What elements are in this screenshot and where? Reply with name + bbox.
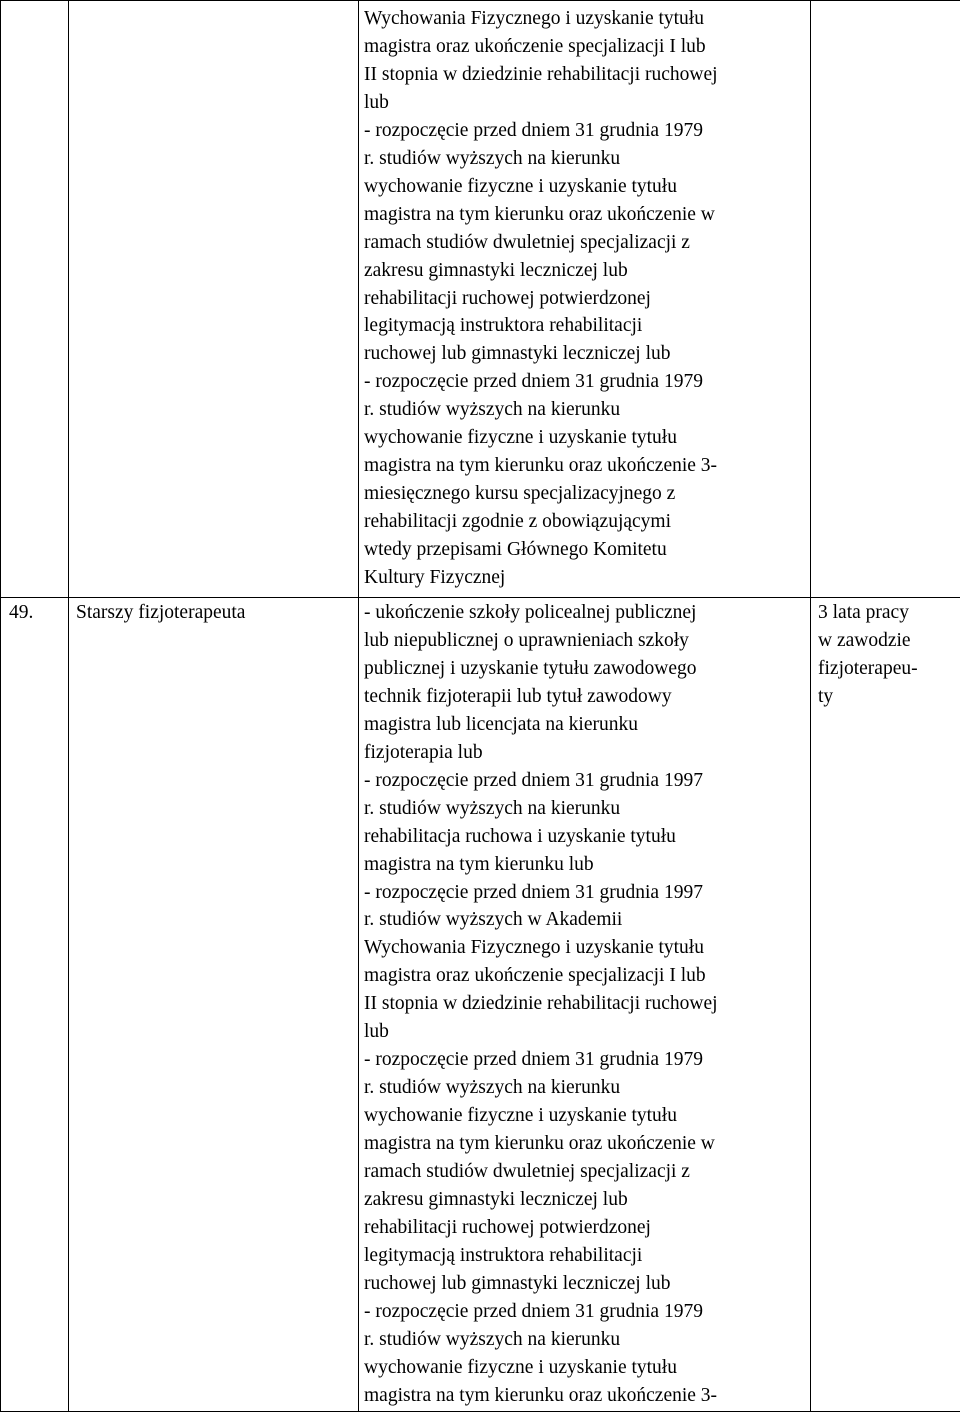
text-line: Wychowania Fizycznego i uzyskanie tytułu — [364, 5, 810, 33]
text-line: legitymacją instruktora rehabilitacji — [364, 1242, 810, 1270]
experience-text — [818, 599, 960, 711]
text-line: - rozpoczęcie przed dniem 31 grudnia 1997 — [364, 879, 810, 907]
text-line: magistra na tym kierunku oraz ukończenie w — [364, 1130, 810, 1158]
text-line: zakresu gimnastyki leczniczej lub — [364, 257, 810, 285]
text-line: wychowanie fizyczne i uzyskanie tytułu — [364, 1102, 810, 1130]
text-line: - rozpoczęcie przed dniem 31 grudnia 1979 — [364, 1298, 810, 1326]
text-line: wychowanie fizyczne i uzyskanie tytułu — [364, 173, 810, 201]
row-number-cell — [1, 1, 69, 598]
text-line: r. studiów wyższych na kierunku — [364, 1074, 810, 1102]
row-number-cell — [1, 598, 69, 1412]
text-line: lub — [364, 89, 810, 117]
text-line: ramach studiów dwuletniej specjalizacji z — [364, 229, 810, 257]
text-line: rehabilitacji zgodnie z obowiązującymi — [364, 508, 810, 536]
text-line: ty — [818, 683, 960, 711]
text-line: wychowanie fizyczne i uzyskanie tytułu — [364, 1354, 810, 1382]
text-line: II stopnia w dziedzinie rehabilitacji ruchowej — [364, 61, 810, 89]
text-line: fizjoterapeu- — [818, 655, 960, 683]
text-line: wtedy przepisami Głównego Komitetu — [364, 536, 810, 564]
text-line: ramach studiów dwuletniej specjalizacji z — [364, 1158, 810, 1186]
text-line: publicznej i uzyskanie tytułu zawodowego — [364, 655, 810, 683]
row-number: 49. — [9, 602, 33, 623]
text-line: magistra na tym kierunku lub — [364, 851, 810, 879]
requirements-cell — [359, 1, 811, 598]
text-line: rehabilitacja ruchowa i uzyskanie tytułu — [364, 823, 810, 851]
text-line: - rozpoczęcie przed dniem 31 grudnia 1979 — [364, 117, 810, 145]
text-line: r. studiów wyższych w Akademii — [364, 906, 810, 934]
text-line: r. studiów wyższych na kierunku — [364, 795, 810, 823]
text-line: lub niepublicznej o uprawnieniach szkoły — [364, 627, 810, 655]
text-line: magistra lub licencjata na kierunku — [364, 711, 810, 739]
position-name: Starszy fizjoterapeuta — [76, 602, 245, 623]
text-line: lub — [364, 1018, 810, 1046]
text-line: r. studiów wyższych na kierunku — [364, 145, 810, 173]
text-line: wychowanie fizyczne i uzyskanie tytułu — [364, 424, 810, 452]
text-line: rehabilitacji ruchowej potwierdzonej — [364, 285, 810, 313]
text-line: w zawodzie — [818, 627, 960, 655]
text-line: - ukończenie szkoły policealnej publicznej — [364, 599, 810, 627]
position-cell — [69, 598, 359, 1412]
experience-cell — [811, 1, 960, 598]
text-line: Wychowania Fizycznego i uzyskanie tytułu — [364, 934, 810, 962]
table-row-49 — [1, 598, 960, 1412]
text-line: rehabilitacji ruchowej potwierdzonej — [364, 1214, 810, 1242]
text-line: magistra oraz ukończenie specjalizacji I lub — [364, 962, 810, 990]
text-line: - rozpoczęcie przed dniem 31 grudnia 1979 — [364, 368, 810, 396]
position-cell — [69, 1, 359, 598]
table-row-continuation — [1, 1, 960, 598]
text-line: magistra na tym kierunku oraz ukończenie w — [364, 201, 810, 229]
requirements-text — [364, 5, 810, 592]
text-line: ruchowej lub gimnastyki leczniczej lub — [364, 1270, 810, 1298]
text-line: Kultury Fizycznej — [364, 564, 810, 592]
text-line: zakresu gimnastyki leczniczej lub — [364, 1186, 810, 1214]
text-line: II stopnia w dziedzinie rehabilitacji ruchowej — [364, 990, 810, 1018]
text-line: - rozpoczęcie przed dniem 31 grudnia 1979 — [364, 1046, 810, 1074]
text-line: technik fizjoterapii lub tytuł zawodowy — [364, 683, 810, 711]
text-line: r. studiów wyższych na kierunku — [364, 1326, 810, 1354]
text-line: 3 lata pracy — [818, 599, 960, 627]
text-line: r. studiów wyższych na kierunku — [364, 396, 810, 424]
text-line: legitymacją instruktora rehabilitacji — [364, 312, 810, 340]
requirements-cell — [359, 598, 811, 1412]
text-line: magistra na tym kierunku oraz ukończenie 3- — [364, 452, 810, 480]
experience-cell — [811, 598, 960, 1412]
text-line: miesięcznego kursu specjalizacyjnego z — [364, 480, 810, 508]
text-line: - rozpoczęcie przed dniem 31 grudnia 1997 — [364, 767, 810, 795]
requirements-text — [364, 599, 810, 1410]
text-line: fizjoterapia lub — [364, 739, 810, 767]
text-line: ruchowej lub gimnastyki leczniczej lub — [364, 340, 810, 368]
text-line: magistra na tym kierunku oraz ukończenie 3- — [364, 1382, 810, 1410]
text-line: magistra oraz ukończenie specjalizacji I lub — [364, 33, 810, 61]
